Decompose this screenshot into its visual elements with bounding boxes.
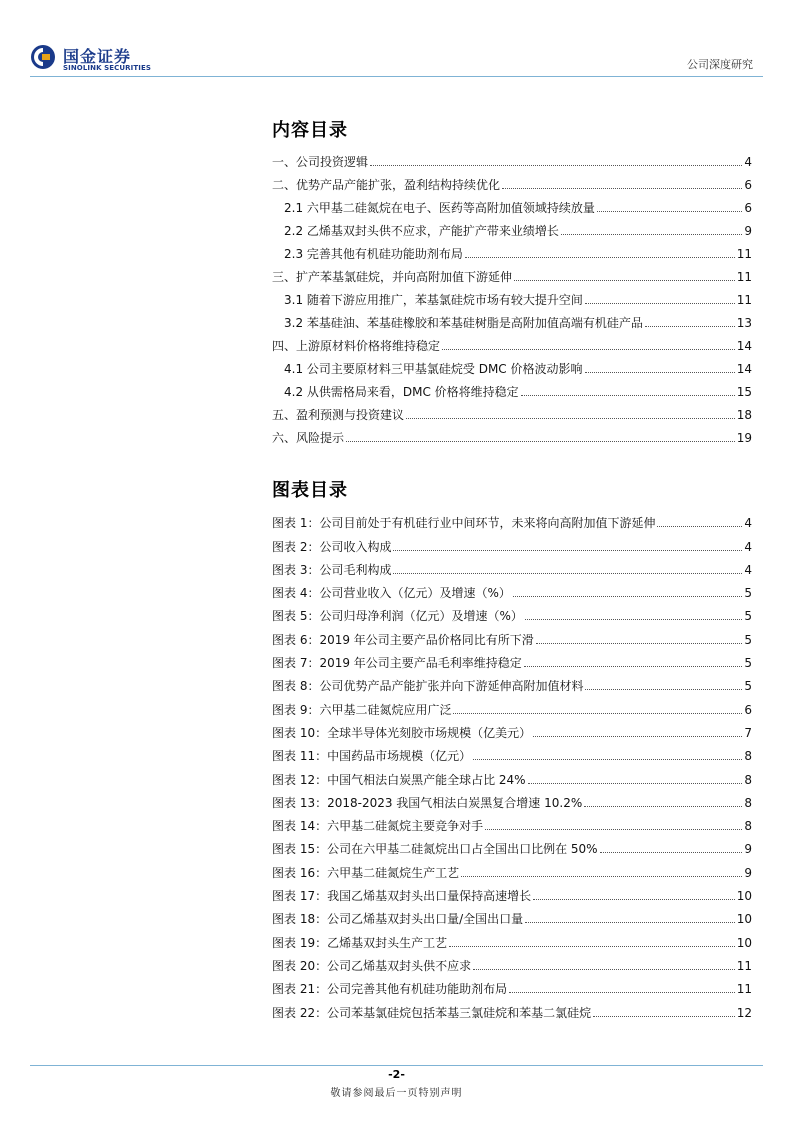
figure-entry-title: 图表 17：我国乙烯基双封头出口量保持高速增长 <box>272 889 532 904</box>
toc-entry-title: 4.1 公司主要原材料三甲基氯硅烷受 DMC 价格波动影响 <box>284 362 583 376</box>
toc-entry[interactable] <box>272 399 752 422</box>
figure-entry-page: 5 <box>744 609 752 624</box>
figure-entry[interactable] <box>272 647 752 670</box>
toc-entry[interactable] <box>272 238 752 261</box>
dot-leader <box>442 349 735 350</box>
toc-entry-title: 二、优势产品产能扩张，盈利结构持续优化 <box>272 178 501 192</box>
toc-entry-page: 13 <box>736 316 752 330</box>
figure-entry-page: 7 <box>744 725 752 740</box>
toc-entry-page: 6 <box>744 201 752 215</box>
dot-leader <box>600 852 743 853</box>
dot-leader <box>585 303 735 304</box>
figure-entry-title: 图表 12：中国气相法白炭黑产能全球占比 24% <box>272 772 526 787</box>
toc-entry-title: 2.3 完善其他有机硅功能助剂布局 <box>284 247 463 261</box>
dot-leader <box>461 876 742 877</box>
figure-entry-page: 9 <box>744 865 752 880</box>
toc-entry-page: 18 <box>736 408 752 422</box>
logo-chinese-name: 国金证券 <box>63 47 132 66</box>
figure-entry-page: 5 <box>744 586 752 601</box>
dot-leader <box>645 326 735 327</box>
toc-entry-title: 3.1 随着下游应用推广，苯基氯硅烷市场有较大提升空间 <box>284 293 583 307</box>
dot-leader <box>406 418 735 419</box>
sinolink-logo <box>30 44 150 76</box>
figure-entry-title: 图表 21：公司完善其他有机硅功能助剂布局 <box>272 982 508 997</box>
figure-entry-page: 12 <box>736 1005 752 1020</box>
figure-entry-title: 图表 20：公司乙烯基双封头供不应求 <box>272 958 472 973</box>
figure-entry[interactable] <box>272 787 752 810</box>
header-divider <box>30 76 763 77</box>
figure-entry[interactable] <box>272 717 752 740</box>
dot-leader <box>393 573 742 574</box>
figure-entry-title: 图表 5：公司归母净利润（亿元）及增速（%） <box>272 609 523 624</box>
dot-leader <box>524 666 743 667</box>
dot-leader <box>525 619 743 620</box>
toc-entry[interactable] <box>272 192 752 215</box>
toc-entry[interactable] <box>272 215 752 238</box>
figures-list <box>272 507 752 1020</box>
dot-leader <box>597 211 742 212</box>
toc-entry[interactable] <box>272 307 752 330</box>
figure-entry[interactable] <box>272 810 752 833</box>
toc-entry[interactable] <box>272 376 752 399</box>
figure-entry-title: 图表 3：公司毛利构成 <box>272 562 392 577</box>
figure-entry-page: 10 <box>736 935 752 950</box>
dot-leader <box>533 736 742 737</box>
sinolink-logo-icon <box>30 44 56 70</box>
figure-entry-title: 图表 13：2018-2023 我国气相法白炭黑复合增速 10.2% <box>272 795 583 810</box>
figure-entry[interactable] <box>272 903 752 926</box>
figure-entry-title: 图表 18：公司乙烯基双封头出口量/全国出口量 <box>272 912 524 927</box>
toc-entry-page: 11 <box>736 247 752 261</box>
figure-entry-page: 10 <box>736 912 752 927</box>
figure-entry-page: 4 <box>744 539 752 554</box>
dot-leader <box>533 899 735 900</box>
figure-entry-title: 图表 2：公司收入构成 <box>272 539 392 554</box>
toc-entry-title: 2.1 六甲基二硅氮烷在电子、医药等高附加值领域持续放量 <box>284 201 595 215</box>
dot-leader <box>370 165 742 166</box>
dot-leader <box>465 257 735 258</box>
dot-leader <box>561 234 742 235</box>
figure-entry-page: 10 <box>736 889 752 904</box>
figure-entry[interactable] <box>272 856 752 879</box>
figure-entry[interactable] <box>272 600 752 623</box>
page-number: -2- <box>388 1068 405 1081</box>
figure-entry[interactable] <box>272 926 752 949</box>
figure-entry[interactable] <box>272 554 752 577</box>
dot-leader <box>585 689 742 690</box>
toc-entry-page: 14 <box>736 339 752 353</box>
figure-entry[interactable] <box>272 996 752 1019</box>
figure-entry-page: 11 <box>736 982 752 997</box>
dot-leader <box>585 372 735 373</box>
toc-entry[interactable] <box>272 353 752 376</box>
toc-entry-title: 三、扩产苯基氯硅烷，并向高附加值下游延伸 <box>272 270 513 284</box>
dot-leader <box>525 922 735 923</box>
figure-entry-page: 9 <box>744 842 752 857</box>
toc-entry-page: 19 <box>736 431 752 445</box>
figure-entry[interactable] <box>272 623 752 646</box>
dot-leader <box>453 713 742 714</box>
toc-entry-title: 六、风险提示 <box>272 431 345 445</box>
dot-leader <box>513 596 743 597</box>
dot-leader <box>449 946 735 947</box>
figure-entry-page: 8 <box>744 749 752 764</box>
dot-leader <box>509 992 735 993</box>
toc-entry[interactable] <box>272 422 752 445</box>
figure-entry[interactable] <box>272 950 752 973</box>
dot-leader <box>657 526 742 527</box>
figure-entry[interactable] <box>272 973 752 996</box>
figure-entry[interactable] <box>272 693 752 716</box>
toc-entry-title: 一、公司投资逻辑 <box>272 155 369 169</box>
toc-entry-title: 四、上游原材料价格将维持稳定 <box>272 339 441 353</box>
figure-entry[interactable] <box>272 880 752 903</box>
figure-entry-page: 11 <box>736 958 752 973</box>
toc-entry-title: 五、盈利预测与投资建议 <box>272 408 405 422</box>
figure-entry[interactable] <box>272 763 752 786</box>
figure-entry-title: 图表 10：全球半导体光刻胶市场规模（亿美元） <box>272 725 532 740</box>
figure-entry-page: 5 <box>744 656 752 671</box>
figure-entry-title: 图表 22：公司苯基氯硅烷包括苯基三氯硅烷和苯基二氯硅烷 <box>272 1005 592 1020</box>
figure-entry-page: 6 <box>744 702 752 717</box>
toc-entry[interactable] <box>272 146 752 169</box>
dot-leader <box>346 441 735 442</box>
dot-leader <box>514 280 735 281</box>
figure-entry[interactable] <box>272 670 752 693</box>
page-header <box>0 0 793 80</box>
figure-entry-page: 5 <box>744 679 752 694</box>
figure-entry[interactable] <box>272 577 752 600</box>
toc-entry[interactable] <box>272 284 752 307</box>
figure-entry-page: 8 <box>744 819 752 834</box>
dot-leader <box>485 829 742 830</box>
figure-entry-title: 图表 7：2019 年公司主要产品毛利率维持稳定 <box>272 656 522 671</box>
dot-leader <box>393 550 742 551</box>
figure-entry-title: 图表 16：六甲基二硅氮烷生产工艺 <box>272 865 460 880</box>
toc-entry-title: 2.2 乙烯基双封头供不应求，产能扩产带来业绩增长 <box>284 224 559 238</box>
figure-entry[interactable] <box>272 507 752 530</box>
dot-leader <box>521 395 735 396</box>
figure-entry-title: 图表 8：公司优势产品产能扩张并向下游延伸高附加值材料 <box>272 679 584 694</box>
toc-entry[interactable] <box>272 330 752 353</box>
logo-english-name: SINOLINK SECURITIES <box>63 64 151 72</box>
toc-entry-page: 11 <box>736 293 752 307</box>
dot-leader <box>593 1016 735 1017</box>
dot-leader <box>473 759 742 760</box>
figure-entry-page: 5 <box>744 632 752 647</box>
report-type-label: 公司深度研究 <box>687 58 753 71</box>
figures-title: 图表目录 <box>272 480 348 501</box>
figure-entry-title: 图表 4：公司营业收入（亿元）及增速（%） <box>272 586 511 601</box>
dot-leader <box>584 806 742 807</box>
dot-leader <box>473 969 735 970</box>
figure-entry-title: 图表 19：乙烯基双封头生产工艺 <box>272 935 448 950</box>
toc-title: 内容目录 <box>272 120 348 141</box>
figure-entry[interactable] <box>272 530 752 553</box>
figure-entry-title: 图表 11：中国药品市场规模（亿元） <box>272 749 472 764</box>
footer-divider <box>30 1065 763 1066</box>
toc-entry-title: 3.2 苯基硅油、苯基硅橡胶和苯基硅树脂是高附加值高端有机硅产品 <box>284 316 643 330</box>
toc-list <box>272 146 752 445</box>
dot-leader <box>502 188 742 189</box>
figure-entry-title: 图表 1：公司目前处于有机硅行业中间环节，未来将向高附加值下游延伸 <box>272 516 656 531</box>
toc-entry-title: 4.2 从供需格局来看，DMC 价格将维持稳定 <box>284 385 519 399</box>
figure-entry-title: 图表 6：2019 年公司主要产品价格同比有所下滑 <box>272 632 534 647</box>
disclaimer-text: 敬请参阅最后一页特别声明 <box>330 1088 463 1099</box>
figure-entry-title: 图表 9：六甲基二硅氮烷应用广泛 <box>272 702 452 717</box>
toc-entry-page: 6 <box>744 178 752 192</box>
figure-entry-title: 图表 14：六甲基二硅氮烷主要竞争对手 <box>272 819 484 834</box>
toc-entry[interactable] <box>272 261 752 284</box>
figure-entry-page: 4 <box>744 516 752 531</box>
toc-entry[interactable] <box>272 169 752 192</box>
figure-entry[interactable] <box>272 833 752 856</box>
dot-leader <box>536 643 743 644</box>
dot-leader <box>528 783 743 784</box>
toc-entry-page: 11 <box>736 270 752 284</box>
figure-entry[interactable] <box>272 740 752 763</box>
toc-entry-page: 9 <box>744 224 752 238</box>
figure-entry-page: 8 <box>744 795 752 810</box>
toc-entry-page: 4 <box>744 155 752 169</box>
figure-entry-page: 8 <box>744 772 752 787</box>
figure-entry-page: 4 <box>744 562 752 577</box>
figure-entry-title: 图表 15：公司在六甲基二硅氮烷出口占全国出口比例在 50% <box>272 842 598 857</box>
toc-entry-page: 14 <box>736 362 752 376</box>
toc-entry-page: 15 <box>736 385 752 399</box>
